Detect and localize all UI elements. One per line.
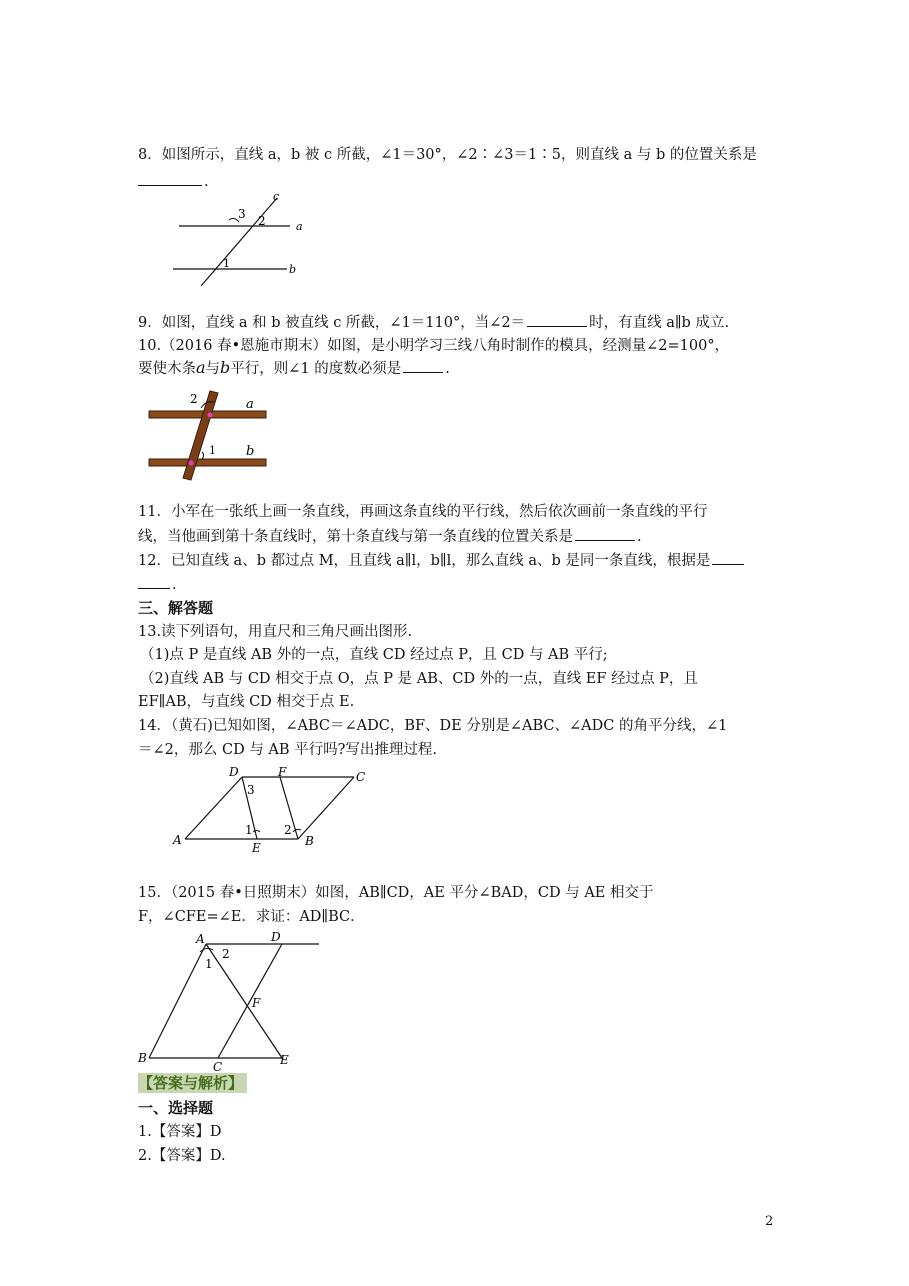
fig14-label-2: 2	[284, 823, 292, 837]
fig14-label-3: 3	[247, 783, 255, 797]
q14-line2: ＝∠2，那么 CD 与 AB 平行吗?写出推理过程.	[138, 742, 438, 758]
fig14-label-B: B	[305, 834, 314, 848]
q9-answer-blank[interactable]	[527, 312, 587, 327]
fig10-label-1: 1	[209, 444, 216, 457]
q11-line2: 线，当他画到第十条直线时，第十条直线与第一条直线的位置关系是 .	[138, 526, 642, 547]
q10-answer-blank[interactable]	[403, 358, 443, 373]
answer-2: 2.【答案】D.	[138, 1148, 226, 1164]
q13-line2: （1)点 P 是直线 AB 外的一点，直线 CD 经过点 P，且 CD 与 AB 平行;	[140, 647, 608, 663]
fig10-label-a: a	[246, 397, 254, 412]
fig14-label-C: C	[356, 770, 366, 784]
fig8-label-1: 1	[223, 257, 230, 270]
fig15-label-F: F	[252, 996, 261, 1010]
q13-line4: EF∥AB，与直线 CD 相交于点 E.	[138, 694, 355, 710]
fig15-label-2: 2	[222, 947, 230, 961]
fig15-label-1: 1	[205, 957, 213, 971]
q8-line2	[138, 171, 209, 192]
q11-answer-blank[interactable]	[575, 526, 635, 541]
fig15-label-B: B	[138, 1051, 147, 1065]
q13-line1: 13.读下列语句，用直尺和三角尺画出图形.	[138, 624, 413, 640]
fig8-label-2: 2	[258, 214, 266, 228]
q11-line1: 11．小军在一张纸上画一条直线，再画这条直线的平行线，然后依次画前一条直线的平行	[138, 504, 708, 520]
q10-line2: 要使木条a与b平行，则∠1 的度数必须是 .	[138, 358, 450, 377]
fig15-label-A: A	[196, 932, 205, 946]
q12-line2: .	[138, 574, 177, 595]
figure-q8	[165, 190, 315, 290]
fig15-label-D: D	[271, 930, 281, 944]
q15-line2: F，∠CFE=∠E．求证：AD∥BC．	[138, 909, 365, 925]
q9-line: 9．如图，直线 a 和 b 被直线 c 所截，∠1＝110°，当∠2＝ 时，有直线 a∥b 成立.	[138, 312, 729, 333]
fig15-label-C: C	[213, 1060, 223, 1072]
answers-header: 【答案与解析】	[138, 1073, 247, 1093]
fig14-label-F: F	[278, 765, 287, 779]
q8-line1: 8．如图所示，直线 a，b 被 c 所截，∠1＝30°，∠2∶∠3＝1∶5，则直线 a 与 b 的位置关系是	[138, 147, 757, 163]
fig10-label-b: b	[246, 444, 255, 459]
fig8-label-c: c	[273, 190, 280, 203]
figure-q14	[170, 764, 370, 856]
answers-section1-heading: 一、选择题	[138, 1099, 214, 1117]
fig14-label-A: A	[173, 833, 182, 847]
fig10-label-2: 2	[190, 392, 198, 406]
fig8-label-3: 3	[238, 207, 246, 221]
q8-tail: .	[204, 174, 209, 190]
fig14-label-1: 1	[245, 823, 253, 837]
fig14-label-D: D	[229, 765, 239, 779]
q12-line1: 12．已知直线 a、b 都过点 M，且直线 a∥l，b∥l，那么直线 a、b 是同一条直线，根据是	[138, 550, 746, 571]
figure-q10	[146, 388, 271, 483]
fig15-label-E: E	[280, 1053, 289, 1067]
q10-line1: 10.（2016 春•恩施市期末）如图，是小明学习三线八角时制作的模具，经测量∠2=100°，	[138, 338, 730, 354]
q14-line1: 14．（黄石)已知如图，∠ABC＝∠ADC，BF、DE 分别是∠ABC、∠ADC 的角平分线，∠1	[138, 718, 728, 734]
page-number: 2	[765, 1214, 774, 1229]
fig14-label-E: E	[252, 841, 261, 855]
q12-answer-blank-b[interactable]	[138, 574, 170, 589]
q12-answer-blank-a[interactable]	[712, 550, 744, 565]
q15-line1: 15．（2015 春•日照期末）如图，AB∥CD，AE 平分∠BAD，CD 与 AE 相交于	[138, 885, 654, 901]
figure-q15	[134, 926, 324, 1072]
fig8-label-b: b	[289, 263, 297, 276]
fig8-label-a: a	[296, 220, 303, 233]
section-3-heading: 三、解答题	[138, 599, 214, 617]
q8-answer-blank[interactable]	[138, 171, 202, 186]
q13-line3: （2)直线 AB 与 CD 相交于点 O，点 P 是 AB、CD 外的一点，直线 EF 经过点 P，且	[140, 671, 698, 687]
answer-1: 1.【答案】D	[138, 1124, 222, 1140]
